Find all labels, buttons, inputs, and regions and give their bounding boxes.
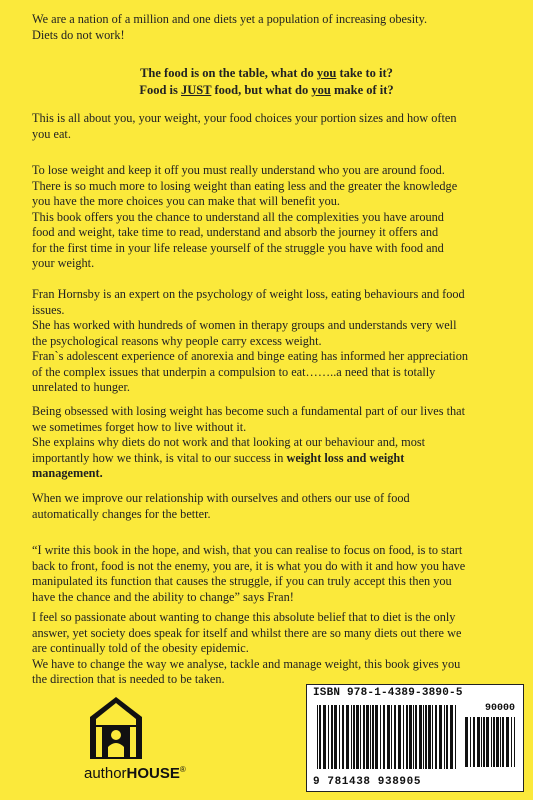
barcode-bar <box>375 705 378 769</box>
text-line: are continually told of the obesity epidemic. <box>32 641 249 655</box>
barcode-bar <box>413 705 414 769</box>
barcode-bar <box>493 717 495 767</box>
text-line: unrelated to hunger. <box>32 380 131 394</box>
barcode-bar <box>425 705 427 769</box>
barcode-bar <box>360 705 361 769</box>
barcode-bar <box>372 705 374 769</box>
text-line: the direction that is needed to be taken. <box>32 672 225 686</box>
barcode-bar <box>455 705 456 769</box>
text-line: She explains why diets do not work and that looking at our behaviour and, most <box>32 435 426 449</box>
isbn-barcode <box>306 684 524 792</box>
intro-line: We are a nation of a million and one diets yet a population of increasing obesity. <box>32 12 428 26</box>
barcode-bar <box>346 705 349 769</box>
text-line: we sometimes forget how to live without it. <box>32 419 247 434</box>
barcode-bar <box>435 705 437 769</box>
text-line: “I write this book in the hope, and wish, that you can realise to focus on food, is to start <box>32 543 463 557</box>
ean-digits: 9 781438 938905 <box>313 776 422 788</box>
barcode-bars <box>317 705 457 769</box>
barcode-bar <box>339 705 340 769</box>
barcode-bar <box>450 705 453 769</box>
barcode-bar <box>366 705 369 769</box>
barcode-bar <box>351 705 352 769</box>
barcode-bar <box>370 705 371 769</box>
barcode-bar <box>477 717 480 767</box>
barcode-bar <box>423 705 424 769</box>
text-line: you eat. <box>32 126 71 141</box>
paragraph-about <box>32 111 510 142</box>
barcode-bar <box>483 717 485 767</box>
text-line: When we improve our relationship with ourselves and others our use of food <box>32 491 410 505</box>
text-line: I feel so passionate about wanting to change this absolute belief that to diet is the only <box>32 610 456 624</box>
text-line: This is all about you, your weight, your food choices your portion sizes and how often <box>32 111 457 125</box>
barcode-bar <box>406 705 408 769</box>
barcode-bar <box>419 705 422 769</box>
barcode-bar <box>506 717 509 767</box>
text-line: you have the more choices you can make that will benefit you. <box>32 194 341 208</box>
barcode-bar <box>439 705 442 769</box>
barcode-bar <box>317 705 318 769</box>
barcode-bar <box>465 717 468 767</box>
tagline-line-1: The food is on the table, what do you take to it? <box>140 66 393 80</box>
barcode-bar <box>334 705 337 769</box>
barcode-bar <box>481 717 482 767</box>
barcode-bar <box>356 705 359 769</box>
text-line: for the first time in your life release yourself of the struggle you have with food and <box>32 240 444 255</box>
text-line: back to front, food is not the enemy, you are, it is what you do with it and how you have <box>32 558 466 573</box>
text-line: management. <box>32 466 103 480</box>
barcode-bar <box>444 705 445 769</box>
text-line: We have to change the way we analyse, tackle and manage weight, this book gives you <box>32 656 461 671</box>
paragraph-relationship <box>32 491 510 522</box>
paragraph-understand <box>32 163 510 272</box>
paragraph-obsessed <box>32 404 510 482</box>
price-barcode-bars <box>465 717 515 767</box>
barcode-bar <box>387 705 390 769</box>
intro-paragraph <box>32 12 510 43</box>
text-line: manipulated its function that causes the struggle, if you can truly accept this then you <box>32 574 452 588</box>
text-line: have the chance and the ability to change” says Fran! <box>32 589 294 604</box>
text-line: of the complex issues that underpin a compulsion to eat……..a need that is totally <box>32 364 436 379</box>
barcode-bar <box>502 717 504 767</box>
price-code: 90000 <box>484 703 515 714</box>
paragraph-author-bio <box>32 287 510 396</box>
text-line: Fran Hornsby is an expert on the psychology of weight loss, eating behaviours and food <box>32 287 465 301</box>
barcode-bar <box>446 705 448 769</box>
barcode-bar <box>432 705 433 769</box>
text-line: This book offers you the chance to understand all the complexities you have around <box>32 209 444 224</box>
barcode-bar <box>473 717 475 767</box>
barcode-bar <box>398 705 401 769</box>
text-line: Fran`s adolescent experience of anorexia and binge eating has informed her appreciation <box>32 349 469 363</box>
barcode-bar <box>394 705 396 769</box>
barcode-bar <box>319 705 321 769</box>
barcode-bar <box>331 705 333 769</box>
barcode-bar <box>415 705 417 769</box>
barcode-bar <box>496 717 499 767</box>
barcode-bar <box>383 705 385 769</box>
text-line: answer, yet society does speak for itself and whilst there are so many diets out there we <box>32 625 462 640</box>
text-line: your weight. <box>32 256 95 270</box>
text-line: There is so much more to losing weight than eating less and the greater the knowledge <box>32 178 458 193</box>
text-line: To lose weight and keep it off you must really understand who you are around food. <box>32 163 445 177</box>
text-line: automatically changes for the better. <box>32 506 211 521</box>
barcode-bar <box>470 717 471 767</box>
barcode-bar <box>409 705 412 769</box>
barcode-bar <box>486 717 489 767</box>
tagline-line-2: Food is JUST food, but what do you make of it? <box>139 83 394 97</box>
barcode-bar <box>391 705 392 769</box>
text-line: importantly how we think, is vital to our success in weight loss and weight <box>32 450 405 465</box>
house-icon <box>88 695 144 761</box>
barcode-bar <box>403 705 404 769</box>
barcode-bar <box>353 705 355 769</box>
text-line: She has worked with hundreds of women in therapy groups and understands very well <box>32 318 457 332</box>
intro-line: Diets do not work! <box>32 27 125 42</box>
publisher-wordmark: authorHOUSE® <box>84 765 186 782</box>
barcode-bar <box>363 705 365 769</box>
publisher-logo <box>84 695 194 795</box>
barcode-bar <box>380 705 381 769</box>
barcode-bar <box>514 717 515 767</box>
barcode-bar <box>328 705 329 769</box>
barcode-bar <box>342 705 344 769</box>
paragraph-quote <box>32 543 510 605</box>
text-line: Being obsessed with losing weight has become such a fundamental part of our lives that <box>32 404 466 418</box>
paragraph-passionate <box>32 610 510 688</box>
isbn-label: ISBN 978-1-4389-3890-5 <box>313 687 463 699</box>
tagline <box>0 65 533 99</box>
barcode-bar <box>500 717 501 767</box>
text-line: the psychological reasons why people carry excess weight. <box>32 333 322 348</box>
barcode-bar <box>428 705 431 769</box>
barcode-bar <box>511 717 512 767</box>
text-line: food and weight, take time to read, understand and absorb the journey it offers and <box>32 225 439 239</box>
barcode-bar <box>491 717 492 767</box>
barcode-bar <box>323 705 326 769</box>
text-line: issues. <box>32 302 65 317</box>
